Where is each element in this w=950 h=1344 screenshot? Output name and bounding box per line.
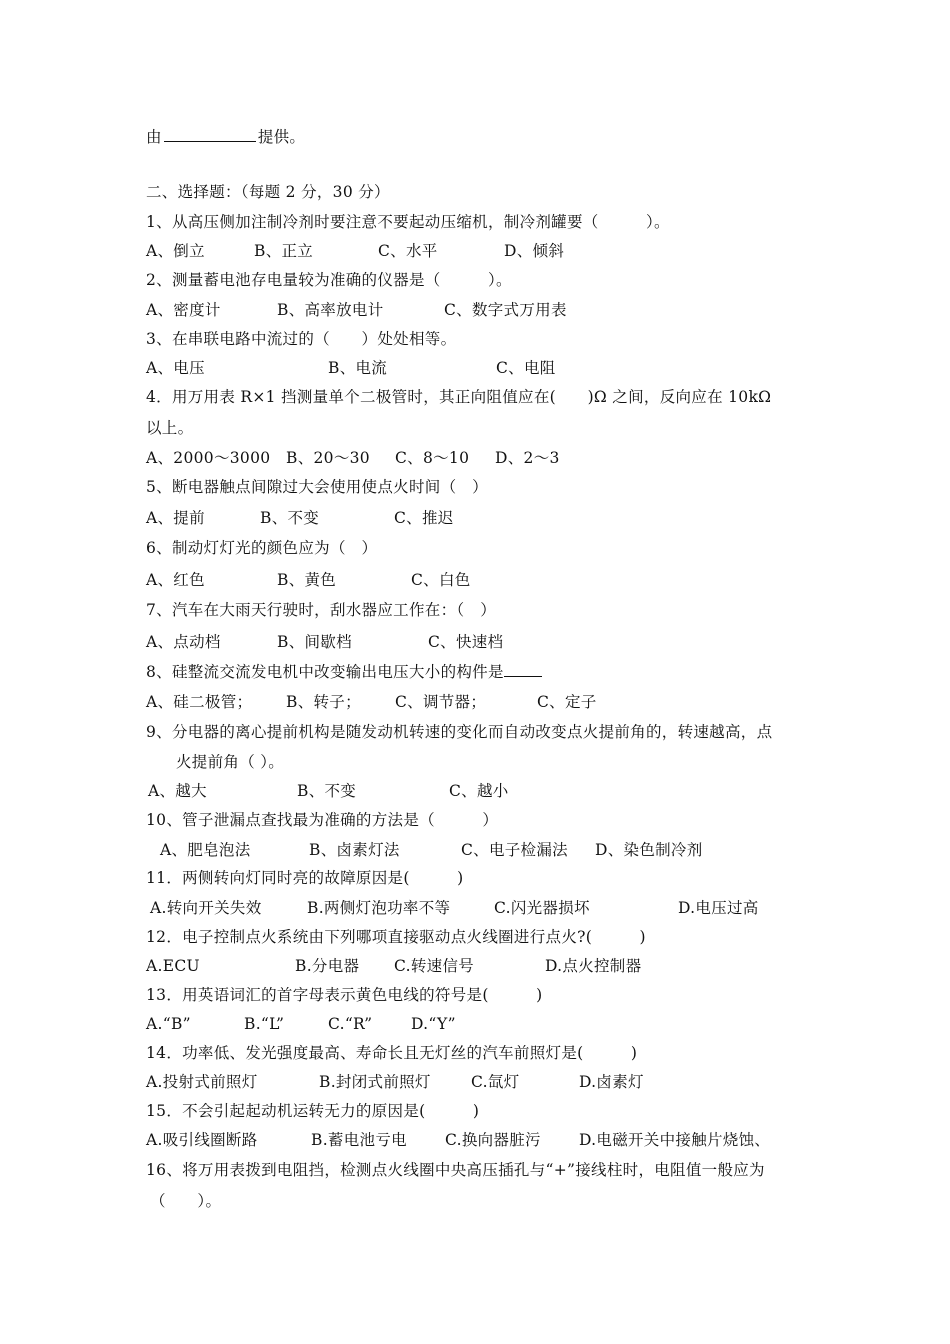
option: B.封闭式前照灯 [319, 1073, 431, 1091]
option: B、高率放电计 [277, 301, 384, 319]
question-5: 5、断电器触点间隙过大会使用使点火时间（ ） [146, 478, 488, 496]
intro-line [146, 127, 305, 147]
option: A、肥皂泡法 [160, 841, 251, 859]
option: B、不变 [297, 782, 357, 800]
option: B、不变 [260, 509, 320, 527]
option: C、快速档 [428, 633, 504, 651]
option: A、硅二极管； [146, 693, 253, 711]
option: B、电流 [328, 359, 388, 377]
question-6: 6、制动灯灯光的颜色应为（ ） [146, 539, 378, 557]
option: B、间歇档 [277, 633, 352, 651]
option: C、电子检漏法 [461, 841, 568, 859]
option: C.氙灯 [471, 1073, 520, 1091]
option: A.ECU [146, 957, 200, 975]
option: A.“B” [146, 1015, 191, 1033]
option: C、调节器； [395, 693, 487, 711]
option: A、越大 [148, 782, 207, 800]
question-3: 3、在串联电路中流过的（ ）处处相等。 [146, 330, 457, 348]
question-2: 2、测量蓄电池存电量较为准确的仪器是（ ）。 [146, 271, 512, 289]
option: C、定子 [537, 693, 597, 711]
question-8 [146, 662, 542, 682]
option: B、正立 [254, 242, 314, 260]
option: B、卤素灯法 [309, 841, 400, 859]
option: B.两侧灯泡功率不等 [307, 899, 451, 917]
option: C.“R” [328, 1015, 373, 1033]
question-13: 13．用英语词汇的首字母表示黄色电线的符号是( ) [146, 986, 543, 1004]
option: A.投射式前照灯 [146, 1073, 258, 1091]
option: B.蓄电池亏电 [311, 1131, 407, 1149]
option: A.吸引线圈断路 [146, 1131, 258, 1149]
option: C、8～10 [395, 449, 470, 467]
question-9: 9、分电器的离心提前机构是随发动机转速的变化而自动改变点火提前角的，转速越高，点 [146, 723, 773, 741]
option: C、越小 [449, 782, 509, 800]
option: D、2～3 [495, 449, 560, 467]
question-9-cont: 火提前角（ ）。 [176, 753, 285, 771]
question-16: 16、将万用表拨到电阻挡，检测点火线圈中央高压插孔与“+”接线柱时，电阻值一般应为 [146, 1161, 765, 1179]
question-4-cont: 以上。 [146, 419, 194, 437]
question-4: 4．用万用表 R×1 挡测量单个二极管时，其正向阻值应在( )Ω 之间，反向应在 10kΩ [146, 388, 772, 406]
intro-pre: 由 [146, 128, 162, 146]
option: C、数字式万用表 [444, 301, 567, 319]
option: C.换向器脏污 [445, 1131, 541, 1149]
option: B、转子； [286, 693, 361, 711]
option: B、20～30 [286, 449, 370, 467]
question-11: 11．两侧转向灯同时亮的故障原因是( ) [146, 869, 464, 887]
option: A.转向开关失效 [150, 899, 262, 917]
option: B、黄色 [277, 571, 337, 589]
question-14: 14．功率低、发光强度最高、寿命长且无灯丝的汽车前照灯是( ) [146, 1044, 638, 1062]
option: D、染色制冷剂 [595, 841, 703, 859]
option: D.“Y” [411, 1015, 456, 1033]
fill-blank [164, 127, 256, 142]
option: C、白色 [411, 571, 471, 589]
section-title: 二、选择题：（每题 2 分，30 分） [146, 183, 390, 201]
option: C、推迟 [394, 509, 454, 527]
option: A、红色 [146, 571, 205, 589]
option: D.点火控制器 [545, 957, 642, 975]
question-10: 10、管子泄漏点查找最为准确的方法是（ ） [146, 811, 499, 829]
question-12: 12．电子控制点火系统由下列哪项直接驱动点火线圈进行点火?( ) [146, 928, 646, 946]
fill-blank [504, 662, 542, 677]
option: C.转速信号 [394, 957, 475, 975]
option: A、倒立 [146, 242, 205, 260]
option: D、倾斜 [504, 242, 565, 260]
question-16-cont: （ ）。 [150, 1192, 222, 1210]
option: D.电压过高 [678, 899, 759, 917]
option: B.分电器 [295, 957, 360, 975]
option: C、水平 [378, 242, 438, 260]
question-7: 7、汽车在大雨天行驶时，刮水器应工作在：（ ） [146, 601, 497, 619]
option: A、密度计 [146, 301, 221, 319]
option: A、2000～3000 [146, 449, 271, 467]
question-8-text: 8、硅整流交流发电机中改变输出电压大小的构件是 [146, 663, 504, 681]
question-1: 1、从高压侧加注制冷剂时要注意不要起动压缩机，制冷剂罐要（ ）。 [146, 213, 670, 231]
option: A、电压 [146, 359, 205, 377]
option: C.闪光器损坏 [494, 899, 590, 917]
option: D.电磁开关中接触片烧蚀、 [579, 1131, 771, 1149]
question-15: 15．不会引起起动机运转无力的原因是( ) [146, 1102, 480, 1120]
option: C、电阻 [496, 359, 556, 377]
option: A、点动档 [146, 633, 221, 651]
intro-post: 提供。 [257, 128, 306, 146]
option: D.卤素灯 [579, 1073, 644, 1091]
option: B.“L” [244, 1015, 285, 1033]
option: A、提前 [146, 509, 205, 527]
